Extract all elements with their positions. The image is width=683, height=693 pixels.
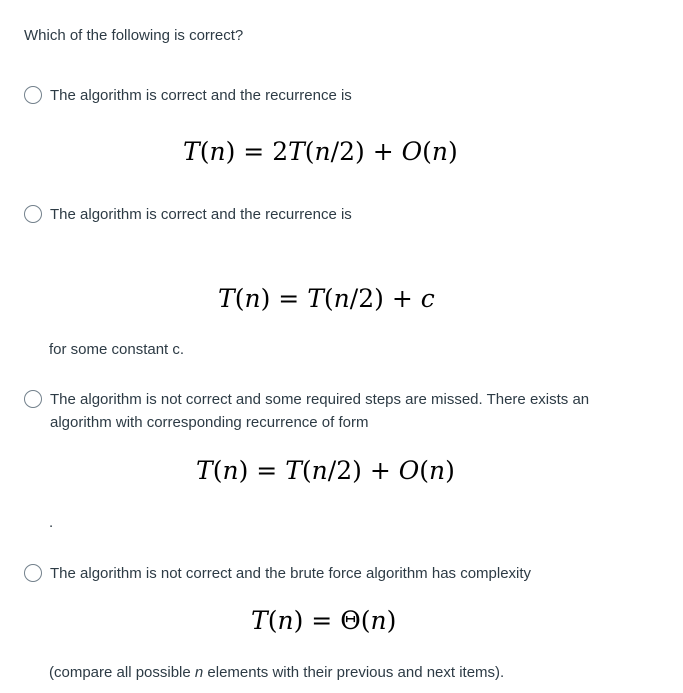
option-4-formula: T(n) = Θ(n) — [251, 606, 397, 635]
option-4-note-variable: n — [194, 664, 204, 681]
option-4-note-suffix: elements with their previous and next items). — [203, 664, 505, 681]
option-3-formula: T(n) = T(n/2) + O(n) — [196, 456, 455, 485]
option-4-note — [49, 664, 504, 681]
option-3-label[interactable]: The algorithm is not correct and some required steps are missed. There exists an algorithm with corresponding recurrence of form — [50, 391, 590, 431]
option-4-label[interactable]: The algorithm is not correct and the brute force algorithm has complexity — [50, 565, 532, 582]
question-prompt: Which of the following is correct? — [24, 27, 244, 44]
option-1-label[interactable]: The algorithm is correct and the recurrence is — [50, 87, 352, 104]
radio-button-option-4[interactable] — [24, 564, 42, 582]
option-3-trailing-mark: . — [49, 514, 54, 531]
option-2-formula: T(n) = T(n/2) + c — [218, 284, 435, 313]
radio-button-option-3[interactable] — [24, 390, 42, 408]
option-4-note-prefix: (compare all possible — [49, 664, 195, 681]
radio-button-option-1[interactable] — [24, 86, 42, 104]
option-2-label[interactable]: The algorithm is correct and the recurrence is — [50, 206, 352, 223]
radio-button-option-2[interactable] — [24, 205, 42, 223]
option-2-note: for some constant c. — [49, 341, 185, 358]
option-1-formula: T(n) = 2T(n/2) + O(n) — [183, 137, 458, 166]
